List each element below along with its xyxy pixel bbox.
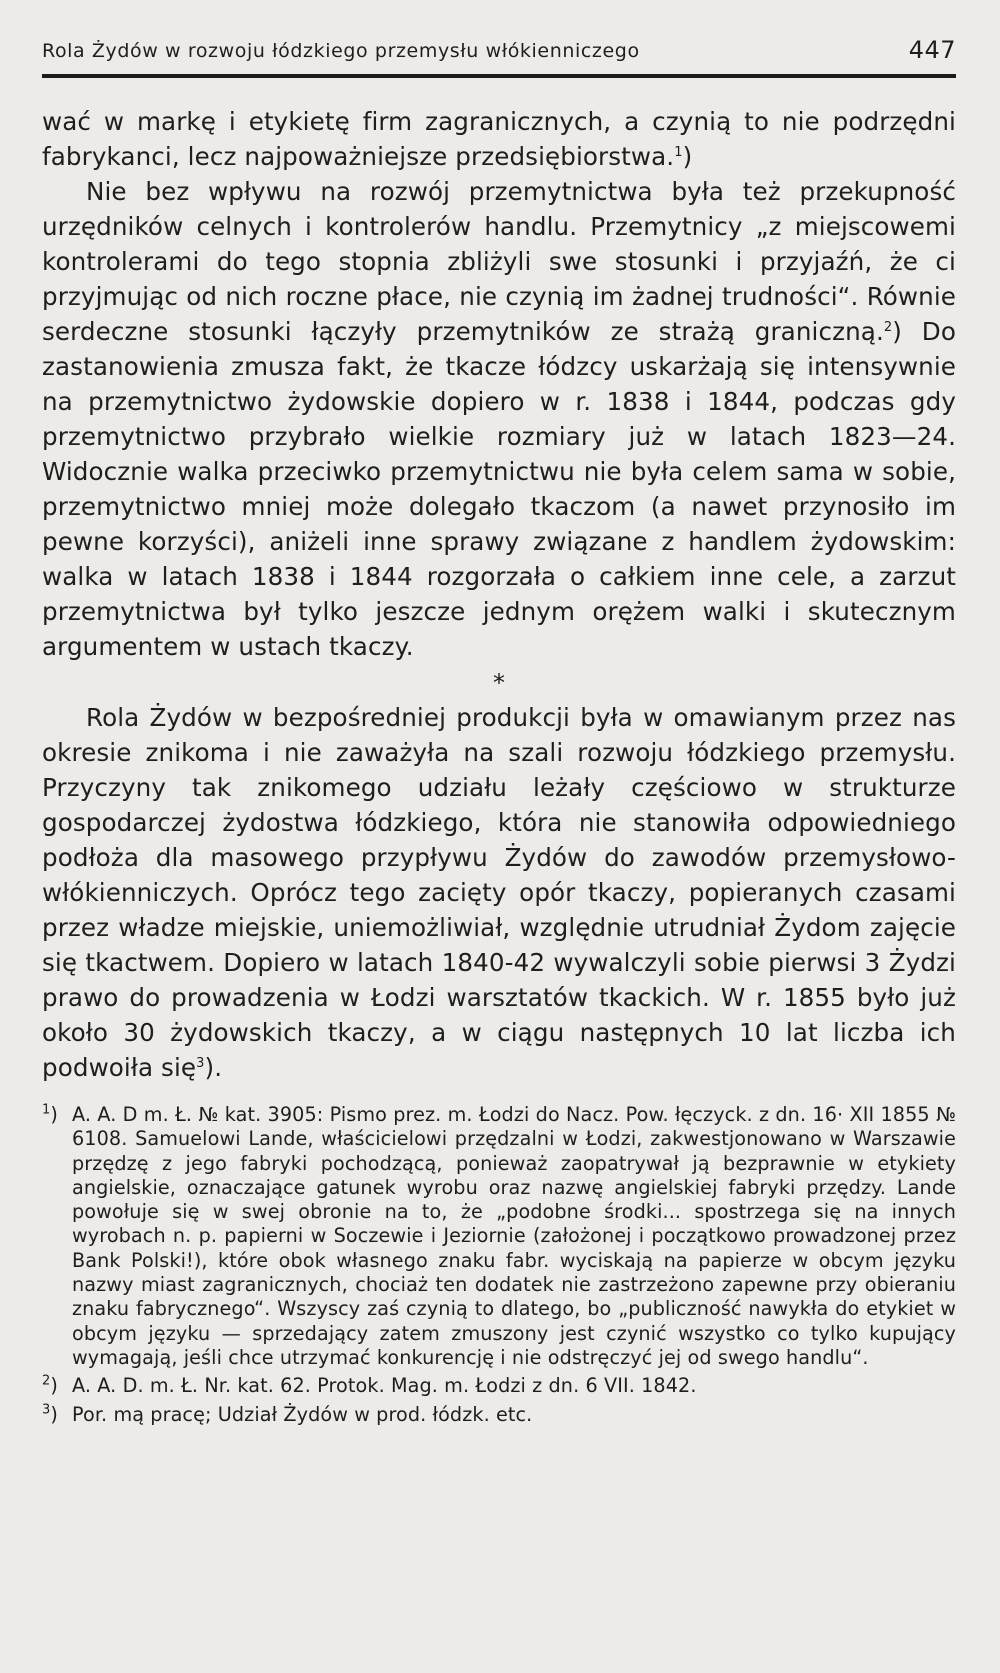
footnote-mark: $^1$) xyxy=(42,1102,58,1126)
running-title: Rola Żydów w rozwoju łódzkiego przemysłu włókienniczego xyxy=(42,40,640,62)
page-number: 447 xyxy=(908,36,956,64)
paragraph-1-tail: ) xyxy=(682,142,693,171)
footnote xyxy=(42,1374,956,1398)
main-text xyxy=(42,104,956,1085)
running-head xyxy=(42,36,956,70)
footnote-ref-1: 1 xyxy=(674,144,683,160)
footnote-text: A. A. D m. Ł. № kat. 3905: Pismo prez. m. Łodzi do Nacz. Pow. łęczyck. z dn. 16· XII 1855 № 6108. Samuelowi Lande, właścicielowi przędzalni w Łodzi, zakwestjonowano w Warszawie przędzę z jego fabryki pochodzącą, ponieważ zaopatrywał ją bezprawnie w etykiety angielskie, oznaczające gatunek wyrobu oraz nazwę angielskiej fabryki przędzy. Lande powołuje się w swej obronie na to, że „podobne środki... spostrzega się na innych wyrobach n. p. papierni w Soczewie i Jeziornie (założonej i początkowo prowadzonej przez Bank Polski!), które obok własnego znaku fabr. wyciskają na papierze w obcym języku nazwy miast zagranicznych, chociaż ten dodatek nie zastrzeżono zapewne przy obieraniu znaku fabrycznego“. Wszyscy zaś czynią to dlatego, bo „publiczność nawykła do etykiet w obcym języku — sprzedający zatem zmuszony jest czynić wszystko co tylko kupujący wymagają, jeśli chce utrzymać konkurencję i nie odstręczyć jej od swego handlu“. xyxy=(72,1103,956,1369)
paragraph-1-text: wać w markę i etykietę firm zagranicznych, a czynią to nie podrzędni fabrykanci, lecz najpoważniejsze przedsiębiorstwa. xyxy=(42,107,956,171)
footnote xyxy=(42,1103,956,1370)
paragraph-2-tail: ) Do zastanowienia zmusza fakt, że tkacze łódzcy uskarżają się intensywnie na przemytnictwo żydowskie dopiero w r. 1838 i 1844, podczas gdy przemytnictwo przybrało wielkie rozmiary już w latach 1823—24. Widocznie walka przeciwko przemytnictwu nie była celem sama w sobie, przemytnictwo mniej może dolegało tkaczom (a nawet przynosiło im pewne korzyści), aniżeli inne sprawy związane z handlem żydowskim: walka w latach 1838 i 1844 rozgorzała o całkiem inne cele, a zarzut przemytnictwa był tylko jeszcze jednym orężem walki i skutecznym argumentem w ustach tkaczy. xyxy=(42,317,956,661)
footnote-mark: $^2$) xyxy=(42,1373,58,1398)
footnotes xyxy=(42,1103,956,1427)
paragraph-3-text: Rola Żydów w bezpośredniej produkcji była w omawianym przez nas okresie znikoma i nie zaważyła na szali rozwoju łódzkiego przemysłu. Przyczyny tak znikomego udziału leżały częściowo w strukturze gospodarczej żydostwa łódzkiego, która nie stanowiła odpowiedniego podłoża dla masowego przypływu Żydów do zawodów przemysłowo-włókienniczych. Oprócz tego zacięty opór tkaczy, popieranych czasami przez władze miejskie, uniemożliwiał, względnie utrudniał Żydom zajęcie się tkactwem. Dopiero w latach 1840-42 wywalczyli sobie pierwsi 3 Żydzi prawo do prowadzenia w Łodzi warsztatów tkackich. W r. 1855 było już około 30 żydowskich tkaczy, a w ciągu następnych 10 lat liczba ich podwoiła się xyxy=(42,703,956,1082)
footnote-ref-3: 3 xyxy=(196,1055,205,1071)
paragraph-2 xyxy=(42,174,956,664)
paragraph-2-text: Nie bez wpływu na rozwój przemytnictwa była też przekupność urzędników celnych i kontrolerów handlu. Przemytnicy „z miejscowemi kontrolerami do tego stopnia zbliżyli swe stosunki i przyjaźń, że ci przyjmując od nich roczne płace, nie czynią im żadnej trudności“. Równie serdeczne stosunki łączyły przemytników ze strażą graniczną. xyxy=(42,177,956,346)
footnote-text: Por. mą pracę; Udział Żydów w prod. łódzk. etc. xyxy=(72,1402,533,1426)
paragraph-3 xyxy=(42,700,956,1085)
footnote-ref-2: 2 xyxy=(883,319,893,335)
header-rule xyxy=(42,74,956,78)
section-separator: * xyxy=(492,669,506,697)
footnote-text: A. A. D. m. Ł. Nr. kat. 62. Protok. Mag. m. Łodzi z dn. 6 VII. 1842. xyxy=(72,1374,697,1398)
footnote-mark: $^3$) xyxy=(42,1402,58,1426)
footnote xyxy=(42,1403,956,1427)
paragraph-3-tail: ). xyxy=(204,1053,223,1082)
paragraph-1 xyxy=(42,104,956,174)
